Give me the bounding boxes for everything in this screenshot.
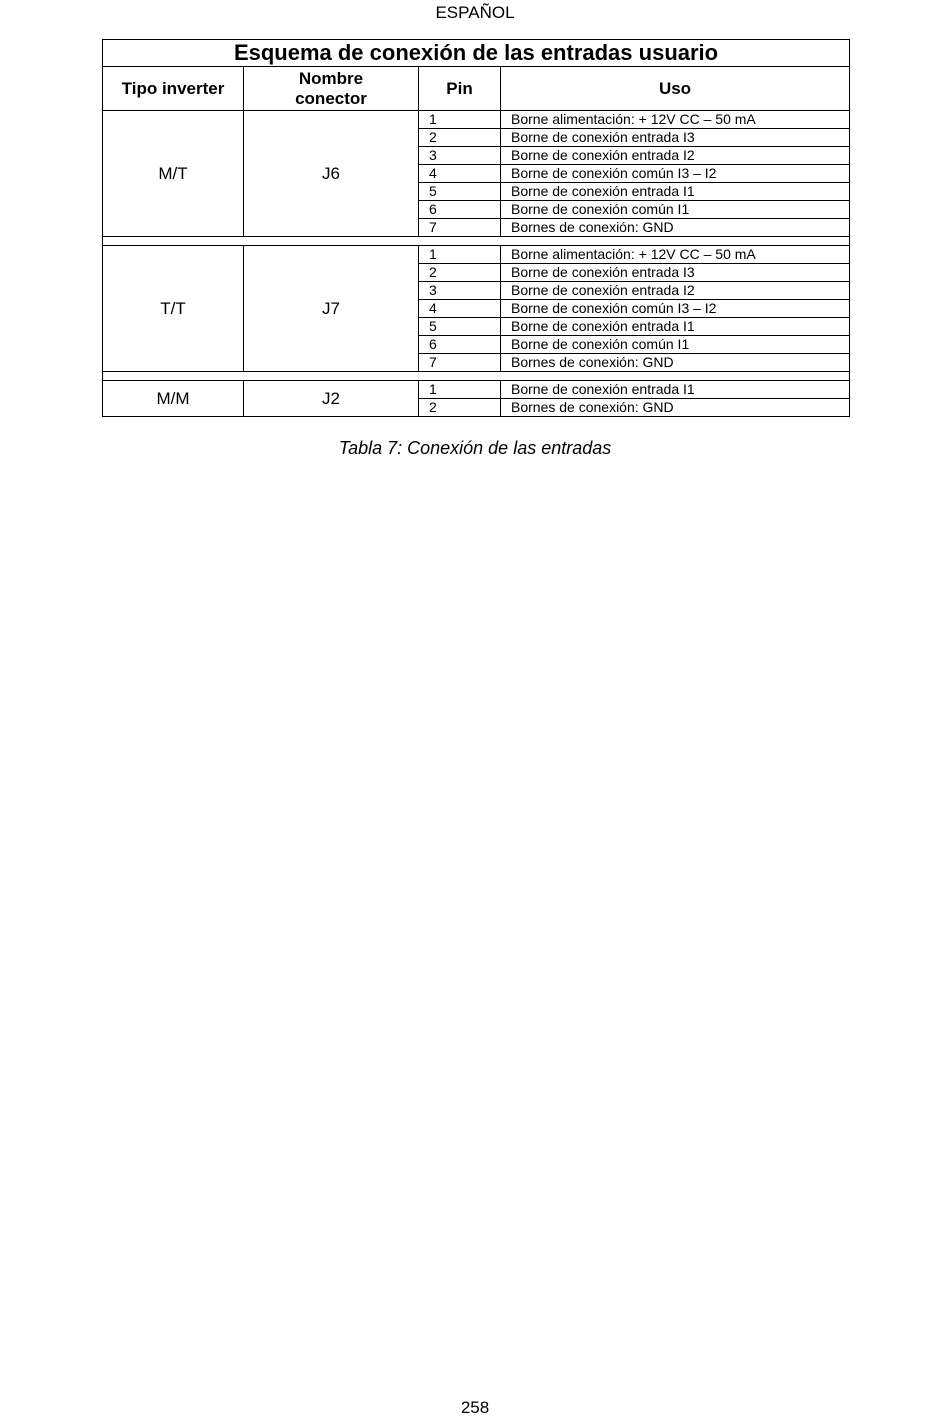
uso-cell: Borne de conexión entrada I2 [501, 147, 850, 165]
pin-cell: 3 [419, 147, 501, 165]
page-header-language: ESPAÑOL [435, 3, 515, 22]
column-header-nombre [244, 67, 419, 111]
uso-cell: Borne de conexión común I1 [501, 336, 850, 354]
group-spacer-row [103, 372, 850, 381]
column-header-nombre-line2: conector [295, 88, 367, 108]
pin-cell: 1 [419, 246, 501, 264]
uso-cell: Borne de conexión entrada I3 [501, 264, 850, 282]
column-header-tipo: Tipo inverter [103, 67, 244, 111]
uso-cell: Borne de conexión entrada I2 [501, 282, 850, 300]
pin-cell: 5 [419, 318, 501, 336]
column-header-pin: Pin [419, 67, 501, 111]
page-number: 258 [460, 1398, 490, 1417]
connector-name-cell: J6 [244, 111, 419, 237]
pin-cell: 6 [419, 201, 501, 219]
uso-cell: Borne de conexión común I3 – I2 [501, 165, 850, 183]
column-header-nombre-line1: Nombre [298, 68, 364, 88]
uso-cell: Bornes de conexión: GND [501, 219, 850, 237]
uso-cell: Borne de conexión común I3 – I2 [501, 300, 850, 318]
pin-cell: 5 [419, 183, 501, 201]
uso-cell: Borne de conexión entrada I1 [501, 183, 850, 201]
pin-cell: 4 [419, 300, 501, 318]
pin-cell: 1 [419, 111, 501, 129]
uso-cell: Borne de conexión entrada I3 [501, 129, 850, 147]
pin-cell: 2 [419, 129, 501, 147]
group-spacer [103, 237, 850, 246]
uso-cell: Borne alimentación: + 12V CC – 50 mA [501, 111, 850, 129]
uso-cell: Borne de conexión entrada I1 [501, 318, 850, 336]
table-title: Esquema de conexión de las entradas usuario [103, 40, 850, 67]
uso-cell: Borne alimentación: + 12V CC – 50 mA [501, 246, 850, 264]
group-spacer-row [103, 237, 850, 246]
group-spacer [103, 372, 850, 381]
uso-cell: Borne de conexión entrada I1 [501, 381, 850, 399]
pin-cell: 3 [419, 282, 501, 300]
uso-cell: Bornes de conexión: GND [501, 399, 850, 417]
pin-cell: 6 [419, 336, 501, 354]
uso-cell: Borne de conexión común I1 [501, 201, 850, 219]
table-row [103, 111, 850, 129]
table-caption: Tabla 7: Conexión de las entradas [338, 438, 612, 458]
connection-table [102, 39, 850, 417]
pin-cell: 2 [419, 399, 501, 417]
pin-cell: 1 [419, 381, 501, 399]
inverter-type-cell: T/T [103, 246, 244, 372]
uso-cell: Bornes de conexión: GND [501, 354, 850, 372]
inverter-type-cell: M/T [103, 111, 244, 237]
table-row [103, 246, 850, 264]
table-row [103, 381, 850, 399]
pin-cell: 7 [419, 219, 501, 237]
pin-cell: 4 [419, 165, 501, 183]
pin-cell: 2 [419, 264, 501, 282]
column-header-uso: Uso [501, 67, 850, 111]
inverter-type-cell: M/M [103, 381, 244, 417]
connector-name-cell: J2 [244, 381, 419, 417]
connector-name-cell: J7 [244, 246, 419, 372]
pin-cell: 7 [419, 354, 501, 372]
